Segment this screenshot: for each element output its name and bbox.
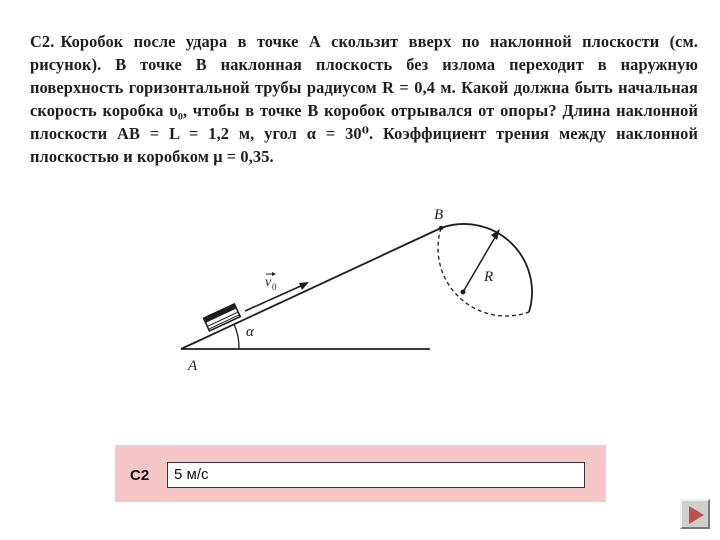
next-arrow-icon (685, 504, 707, 526)
velocity-arrow-head (299, 282, 309, 290)
label-b: B (434, 207, 444, 223)
problem-statement: Коробок после удара в точке А скользит вверх по наклонной плоскости (см. рисунок). В точке В наклонная плоскость без излома переходит в наружную поверхность горизонтальной трубы радиусом R = 0,4 м. Какой должна быть начальная скорость коробка υ₀, чтобы в точке В коробок отрывался от опоры? Длина наклонной плоскости АВ = L = 1,2 м, угол α = 30⁰. Коэффициент трения между наклонной плоскостью и коробком μ = 0,35. (30, 32, 698, 166)
svg-text:0: 0 (272, 282, 277, 292)
velocity-label (265, 272, 277, 292)
answer-field[interactable]: 5 м/с (167, 462, 585, 488)
point-b-dot (439, 226, 443, 230)
label-r: R (484, 269, 494, 285)
next-button[interactable] (680, 499, 710, 529)
angle-arc (234, 324, 239, 349)
problem-number: С2. (30, 32, 55, 51)
label-a: A (188, 358, 198, 374)
pipe-solid-arc (441, 224, 532, 312)
svg-text:v: v (265, 275, 272, 290)
label-alpha: α (246, 324, 254, 340)
incline-line (181, 228, 441, 349)
answer-label: С2 (130, 467, 150, 484)
answer-panel (115, 445, 606, 502)
